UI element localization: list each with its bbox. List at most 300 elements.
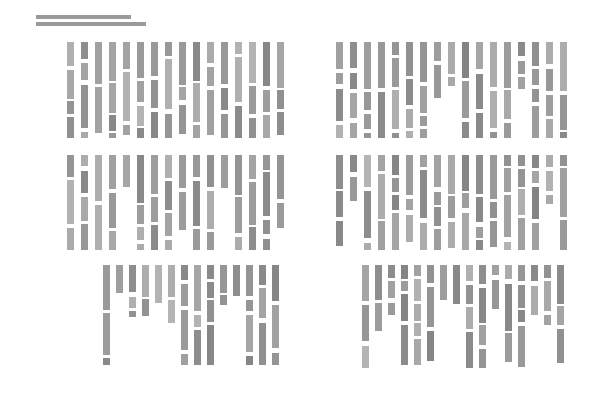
text-glyph-run <box>434 207 441 226</box>
text-glyph-run <box>336 221 343 246</box>
text-glyph-run <box>504 90 511 119</box>
text-glyph-run <box>129 311 136 317</box>
text-column <box>220 42 229 138</box>
text-glyph-run <box>277 90 284 109</box>
text-glyph-run <box>434 42 441 61</box>
text-column <box>475 155 484 250</box>
text-glyph-run <box>375 303 382 331</box>
text-glyph-run <box>479 265 486 284</box>
text-glyph-run <box>193 125 200 138</box>
text-glyph-run <box>246 356 253 365</box>
text-column <box>517 155 526 250</box>
text-glyph-run <box>490 91 497 128</box>
text-glyph-run <box>181 284 188 306</box>
text-glyph-run <box>142 299 149 316</box>
text-glyph-run <box>406 79 413 105</box>
text-glyph-run <box>392 155 399 175</box>
text-column <box>80 42 89 138</box>
text-column <box>248 42 257 138</box>
text-glyph-run <box>179 192 186 230</box>
text-glyph-run <box>109 83 116 113</box>
text-glyph-run <box>462 213 469 250</box>
text-glyph-run <box>95 42 102 84</box>
text-glyph-run <box>263 239 270 250</box>
text-glyph-run <box>81 42 88 59</box>
text-glyph-run <box>249 42 256 83</box>
text-glyph-run <box>392 178 399 192</box>
text-column <box>234 42 243 138</box>
text-glyph-run <box>235 155 242 195</box>
text-glyph-run <box>67 101 74 114</box>
text-glyph-run <box>420 42 427 82</box>
text-glyph-run <box>194 330 201 365</box>
text-glyph-run <box>249 118 256 138</box>
text-column <box>178 155 187 250</box>
text-glyph-run <box>532 187 539 219</box>
text-column <box>234 155 243 250</box>
text-column <box>545 155 554 250</box>
text-glyph-run <box>137 106 144 126</box>
text-glyph-run <box>155 265 162 303</box>
text-glyph-run <box>81 171 88 193</box>
text-column <box>391 42 400 138</box>
text-column <box>245 265 254 365</box>
text-column <box>349 42 358 138</box>
text-glyph-run <box>406 42 413 76</box>
right-page <box>300 0 600 407</box>
text-glyph-run <box>362 305 369 341</box>
text-column <box>167 265 176 365</box>
text-glyph-run <box>518 218 525 250</box>
text-glyph-run <box>492 265 499 275</box>
text-glyph-run <box>194 315 201 327</box>
text-glyph-run <box>375 265 382 300</box>
text-glyph-run <box>109 42 116 81</box>
text-column <box>452 265 461 368</box>
text-column <box>335 155 344 250</box>
text-glyph-run <box>336 42 343 69</box>
text-glyph-run <box>272 265 279 301</box>
text-glyph-run <box>137 205 144 224</box>
text-glyph-run <box>560 220 567 250</box>
text-column <box>461 155 470 250</box>
text-glyph-run <box>476 227 483 238</box>
text-column <box>122 155 131 250</box>
text-glyph-run <box>448 77 455 86</box>
text-column <box>136 42 145 138</box>
text-glyph-run <box>81 63 88 80</box>
text-glyph-run <box>560 155 567 166</box>
text-column <box>559 42 568 138</box>
text-glyph-run <box>336 89 343 121</box>
text-glyph-run <box>406 109 413 128</box>
text-glyph-run <box>532 69 539 85</box>
text-glyph-run <box>546 171 553 191</box>
text-glyph-run <box>476 113 483 138</box>
text-column <box>141 265 150 365</box>
text-glyph-run <box>249 182 256 225</box>
text-column <box>248 155 257 250</box>
text-glyph-run <box>246 300 253 311</box>
text-glyph-run <box>165 42 172 56</box>
text-column <box>465 265 474 368</box>
text-glyph-run <box>168 265 175 297</box>
text-column <box>433 155 442 250</box>
text-glyph-run <box>532 155 539 168</box>
text-glyph-run <box>193 155 200 177</box>
text-glyph-run <box>504 242 511 250</box>
text-glyph-run <box>462 155 469 191</box>
text-glyph-run <box>350 155 357 172</box>
text-glyph-run <box>67 180 74 224</box>
text-column <box>419 42 428 138</box>
text-glyph-run <box>504 123 511 138</box>
text-glyph-run <box>434 229 441 250</box>
text-glyph-run <box>560 132 567 138</box>
text-column <box>262 155 271 250</box>
text-glyph-run <box>504 42 511 88</box>
text-glyph-run <box>414 304 421 321</box>
text-column <box>489 42 498 138</box>
text-glyph-run <box>378 92 385 138</box>
text-column <box>94 42 103 138</box>
text-glyph-run <box>462 81 469 118</box>
text-glyph-run <box>165 59 172 109</box>
text-column <box>374 265 383 368</box>
text-glyph-run <box>109 231 116 250</box>
text-column <box>517 42 526 138</box>
text-glyph-run <box>448 196 455 218</box>
text-glyph-run <box>544 315 551 325</box>
text-glyph-run <box>364 191 371 238</box>
text-glyph-run <box>544 281 551 311</box>
text-glyph-run <box>137 128 144 138</box>
text-glyph-run <box>109 193 116 228</box>
text-glyph-run <box>401 265 408 279</box>
text-glyph-run <box>137 155 144 203</box>
text-glyph-run <box>194 265 201 311</box>
text-glyph-run <box>263 220 270 234</box>
text-glyph-run <box>401 294 408 321</box>
text-column <box>447 42 456 138</box>
text-glyph-run <box>350 42 357 68</box>
text-column <box>80 155 89 250</box>
text-glyph-run <box>350 73 357 89</box>
text-glyph-run <box>546 95 553 116</box>
text-column <box>400 265 409 368</box>
text-glyph-run <box>518 189 525 215</box>
text-glyph-run <box>272 353 279 365</box>
text-glyph-run <box>67 117 74 138</box>
text-column <box>530 265 539 368</box>
text-glyph-run <box>137 42 144 78</box>
text-glyph-run <box>364 243 371 250</box>
text-glyph-run <box>207 42 214 63</box>
text-glyph-run <box>81 224 88 250</box>
text-glyph-run <box>490 221 497 247</box>
text-glyph-run <box>490 132 497 138</box>
text-glyph-run <box>259 265 266 285</box>
text-glyph-run <box>249 155 256 179</box>
text-glyph-run <box>420 170 427 218</box>
text-glyph-run <box>193 229 200 250</box>
text-glyph-run <box>235 106 242 138</box>
text-glyph-run <box>151 80 158 108</box>
text-glyph-run <box>263 155 270 170</box>
text-glyph-run <box>479 288 486 323</box>
text-column <box>461 42 470 138</box>
text-glyph-run <box>392 90 399 129</box>
text-glyph-run <box>414 339 421 365</box>
text-glyph-run <box>142 265 149 297</box>
text-glyph-run <box>116 265 123 293</box>
text-glyph-run <box>233 265 240 296</box>
text-column <box>232 265 241 365</box>
text-glyph-run <box>193 42 200 81</box>
text-glyph-run <box>490 202 497 218</box>
text-glyph-run <box>434 155 441 187</box>
text-glyph-run <box>221 42 228 84</box>
text-column <box>66 155 75 250</box>
text-glyph-run <box>207 90 214 135</box>
text-column <box>164 155 173 250</box>
text-glyph-run <box>388 281 395 298</box>
text-glyph-run <box>165 155 172 178</box>
text-glyph-run <box>392 133 399 138</box>
text-glyph-run <box>109 133 116 138</box>
text-glyph-run <box>277 42 284 88</box>
text-glyph-run <box>544 265 551 278</box>
text-glyph-run <box>81 132 88 138</box>
text-glyph-run <box>492 280 499 309</box>
text-glyph-run <box>109 155 116 189</box>
text-column <box>545 42 554 138</box>
text-glyph-run <box>490 155 497 199</box>
text-glyph-run <box>207 300 214 322</box>
text-column <box>94 155 103 250</box>
text-glyph-run <box>388 303 395 315</box>
text-glyph-run <box>378 221 385 250</box>
text-column <box>377 155 386 250</box>
text-glyph-run <box>518 169 525 187</box>
text-glyph-run <box>546 195 553 204</box>
text-column <box>276 42 285 138</box>
text-glyph-run <box>259 288 266 318</box>
text-glyph-run <box>263 172 270 216</box>
text-column <box>504 265 513 368</box>
text-glyph-run <box>235 197 242 233</box>
text-column <box>405 42 414 138</box>
text-glyph-run <box>362 265 369 301</box>
text-glyph-run <box>220 295 227 305</box>
text-column <box>349 155 358 250</box>
text-glyph-run <box>336 191 343 217</box>
text-glyph-run <box>81 155 88 166</box>
text-glyph-run <box>546 69 553 91</box>
text-glyph-run <box>246 265 253 296</box>
text-column <box>122 42 131 138</box>
text-column <box>220 155 229 250</box>
text-glyph-run <box>420 116 427 126</box>
text-glyph-run <box>246 315 253 352</box>
text-glyph-run <box>401 325 408 365</box>
text-glyph-run <box>414 265 421 276</box>
text-glyph-run <box>220 265 227 293</box>
text-glyph-run <box>123 125 130 135</box>
text-column <box>115 265 124 365</box>
text-glyph-run <box>427 287 434 327</box>
text-glyph-run <box>207 191 214 229</box>
text-glyph-run <box>392 58 399 87</box>
text-column <box>426 265 435 368</box>
text-column <box>491 265 500 368</box>
text-column <box>192 42 201 138</box>
text-column <box>439 265 448 368</box>
text-glyph-run <box>479 349 486 368</box>
text-glyph-run <box>546 155 553 167</box>
text-glyph-run <box>168 300 175 323</box>
text-column <box>531 155 540 250</box>
text-column <box>531 42 540 138</box>
text-glyph-run <box>129 297 136 308</box>
text-column <box>419 155 428 250</box>
text-glyph-run <box>181 354 188 365</box>
text-glyph-run <box>165 181 172 210</box>
text-glyph-run <box>518 61 525 74</box>
text-column <box>478 265 487 368</box>
text-glyph-run <box>378 155 385 171</box>
text-glyph-run <box>518 77 525 89</box>
text-glyph-run <box>221 155 228 188</box>
text-glyph-run <box>476 155 483 194</box>
text-column <box>475 42 484 138</box>
text-glyph-run <box>401 281 408 291</box>
text-glyph-run <box>193 83 200 122</box>
text-glyph-run <box>434 192 441 205</box>
text-glyph-run <box>440 265 447 300</box>
text-glyph-run <box>466 285 473 304</box>
text-column <box>193 265 202 365</box>
text-column <box>363 42 372 138</box>
text-glyph-run <box>109 115 116 131</box>
text-column <box>108 42 117 138</box>
text-column <box>102 265 111 365</box>
text-glyph-run <box>350 123 357 138</box>
text-glyph-run <box>165 114 172 138</box>
text-glyph-run <box>560 168 567 217</box>
text-glyph-run <box>221 114 228 138</box>
text-glyph-run <box>476 42 483 69</box>
text-column <box>206 265 215 365</box>
text-glyph-run <box>466 307 473 329</box>
text-glyph-run <box>504 155 511 166</box>
text-glyph-run <box>532 106 539 138</box>
text-glyph-run <box>181 265 188 280</box>
text-column <box>128 265 137 365</box>
text-glyph-run <box>179 155 186 188</box>
text-glyph-run <box>137 81 144 102</box>
text-glyph-run <box>518 265 525 281</box>
text-glyph-run <box>221 88 228 110</box>
text-glyph-run <box>67 228 74 250</box>
text-glyph-run <box>504 195 511 237</box>
text-column <box>271 265 280 365</box>
text-glyph-run <box>235 42 242 54</box>
text-glyph-run <box>532 42 539 66</box>
text-glyph-run <box>67 155 74 177</box>
text-column <box>559 155 568 250</box>
text-column <box>363 155 372 250</box>
text-glyph-run <box>263 90 270 112</box>
text-glyph-run <box>420 86 427 113</box>
text-glyph-run <box>448 155 455 194</box>
text-glyph-run <box>207 265 214 279</box>
text-glyph-run <box>479 325 486 345</box>
text-glyph-run <box>476 240 483 250</box>
text-glyph-run <box>532 223 539 250</box>
text-glyph-run <box>181 310 188 350</box>
text-glyph-run <box>249 227 256 250</box>
text-glyph-run <box>531 265 538 281</box>
text-glyph-run <box>476 74 483 109</box>
text-glyph-run <box>193 181 200 226</box>
text-column <box>150 155 159 250</box>
text-column <box>405 155 414 250</box>
text-glyph-run <box>123 42 130 69</box>
text-glyph-run <box>546 119 553 138</box>
text-glyph-run <box>560 42 567 91</box>
text-glyph-run <box>448 222 455 248</box>
text-glyph-run <box>406 131 413 138</box>
text-glyph-run <box>151 42 158 76</box>
text-glyph-run <box>272 305 279 348</box>
text-glyph-run <box>518 285 525 308</box>
text-glyph-run <box>420 155 427 167</box>
text-glyph-run <box>137 244 144 250</box>
text-glyph-run <box>123 155 130 187</box>
text-glyph-run <box>179 87 186 100</box>
text-glyph-run <box>364 114 371 129</box>
text-glyph-run <box>392 195 399 210</box>
text-column <box>335 42 344 138</box>
text-glyph-run <box>103 358 110 365</box>
text-column <box>377 42 386 138</box>
text-glyph-run <box>490 42 497 87</box>
text-glyph-run <box>259 323 266 365</box>
text-glyph-run <box>263 42 270 86</box>
text-glyph-run <box>67 70 74 99</box>
text-column <box>164 42 173 138</box>
text-glyph-run <box>336 125 343 138</box>
text-column <box>503 155 512 250</box>
text-glyph-run <box>466 265 473 281</box>
text-column <box>262 42 271 138</box>
text-glyph-run <box>531 286 538 315</box>
text-glyph-run <box>364 42 371 89</box>
text-glyph-run <box>165 213 172 236</box>
text-column <box>489 155 498 250</box>
text-column <box>447 155 456 250</box>
text-glyph-run <box>277 203 284 228</box>
text-column <box>543 265 552 368</box>
text-column <box>150 42 159 138</box>
text-glyph-run <box>392 42 399 55</box>
text-column <box>276 155 285 250</box>
text-column <box>206 155 215 250</box>
text-glyph-run <box>406 215 413 242</box>
text-glyph-run <box>518 310 525 322</box>
text-glyph-run <box>427 265 434 283</box>
